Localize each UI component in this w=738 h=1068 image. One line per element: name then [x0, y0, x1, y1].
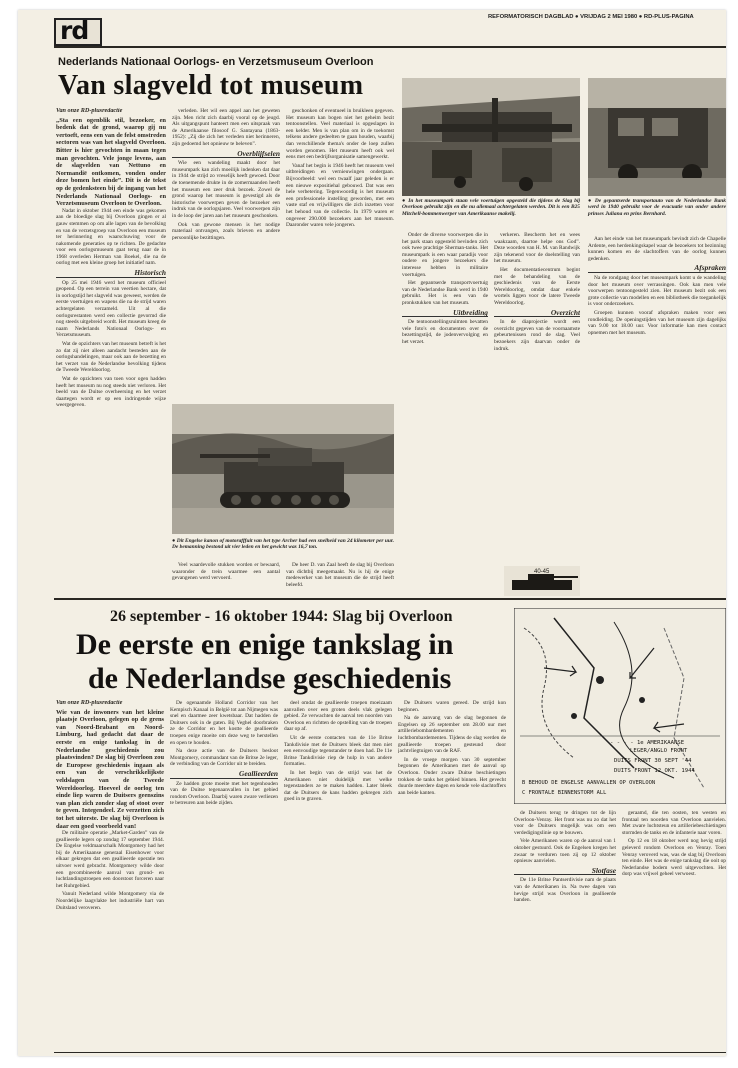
article1-lede: „Sta een ogenblik stil, bezoeker, en bedenk dat de grond, waarop gij nu vertoeft, eens een van de felst omstreden sectoren was van het slagveld Overloon. Bitter is hier gevochten in maan tegen man gevochten. Vele jonge levens, aan de slagvelden van Nettuno en Normandië ontkomen, vonden onder deze bomen het einde”. Dit is de tekst op de gedenksteen bij de ingang van het Nederlands Nationaal Oorlogs- en Verzetsmuseum Overloon te Overloon. — [56, 116, 166, 208]
article1-column-6: De heer D. van Zaal heeft de slag bij Overloon van dichtbij meegemaakt. Nu is hij de enige medewerker van het museum die de strijd heeft beleefd. — [286, 562, 394, 586]
transport-photo-image — [588, 78, 726, 196]
article2-kicker: 26 september - 16 oktober 1944: Slag bij Overloon — [110, 608, 453, 625]
article1-column-7: Onder de diverse voorwerpen die in het park staan opgesteld bevinden zich ook twee prachtige Sherman-tanks. Het museumpark is een waar paradijs voor oudere en jongere bezoekers die interesse hebben in militaire voertuigen. Het gepantserde transportvoertuig van de Nederlandse Bank werd in 1940 gebruikt. Het is een van de pronkstukken van het museum. Uitbreiding De tentoonstellingsruimten bevatten vele foto's en documenten over de bezettingstijd, de jodenvervolging en het verzet. — [402, 232, 488, 345]
museum-caption: ● In het museumpark staan vele voertuigen opgesteld die tijdens de Slag bij Overloon gebruikt zijn en die nu allemaal achtergelaten werden. Dit is een B25 Mitchell-bommenwerper van Amerikaanse makelij. — [402, 198, 580, 217]
article2-column-4: De Duitsers waren gereed. De strijd kon beginnen. Na de aanvang van de slag begonnen de Engelsen op 26 september om 28.00 uur met artilleriebombardementen en luchtbombardementen. Tijdens de slag werden de geallieerde troepen gesteund door jachtvliegtuigen van de RAF. In de vroege morgen van 30 september begonnen de Amerikanen met de aanval op Overloon. Onder zware Duitse beschietingen trokken de tanks het gebied binnen. Het gevecht duurde meerdere dagen en kende vele slachtoffers aan beide kanten. — [398, 700, 506, 796]
logo-text: rd — [60, 16, 89, 45]
article2-column-6: geraamd, die ten oosten, ten westen en frontaal ten noorden van Overloon aanvielen. Met zware luchtsteun en artilleriebeschietingen stormden de tanks en de infanterie naar voren. Op 12 en 18 oktober werd nog hevig strijd geleverd rondom Overloon en Venray. Toen Venray veroverd was, was de slag bij Overloon ten einde. Het was de enige tankslag die ooit op Nederlandse bodem werd uitgevochten. Het dorp was vrijwel geheel verwoest. — [622, 810, 726, 878]
article1-kicker: Nederlands Nationaal Oorlogs- en Verzetsmuseum Overloon — [58, 56, 374, 68]
article1-column-4: Veel waardevolle stukken worden er bewaard, waaronder de trein waarmee een aantal gevangenen werd vervoerd. — [172, 562, 280, 582]
map-legend-b: B BEHOUD DE ENGELSE AANVALLEN OP OVERLOON — [522, 780, 656, 786]
article1-column-8: verkeren. Bescherm het en wees waakzaam, daartoe helpe ons God”. Deze woorden van H. M. van Randwijk zijn tekenend voor de doelstelling van het museum. Het documentatiecentrum begint met de behandeling van de geschiedenis van de Eerste Wereldoorlog, omdat daar enkele wortels liggen voor de latere Tweede Wereldoorlog. Overzicht In de diaprojectie wordt een overzicht gegeven van de voornaamste gebeurtenissen rond de slag. Veel bezoekers zijn daarvan onder de indruk. — [494, 232, 580, 352]
subheading-uitbreiding: Uitbreiding — [402, 310, 488, 318]
battle-map-image — [514, 608, 726, 804]
map-legend-c: C FRONTALE BINNENSTORM ALL — [522, 790, 607, 796]
article1-column-9: Aan het einde van het museumpark bevindt zich de Chapelle Ardente, een herdenkingskapel waar de bezoekers tot bezinning kunnen komen en de slachtoffers van de oorlog kunnen gedenken. Afspraken Na de rondgang door het museumpark komt u de wandeling door het museum over verrassingen. Ook kan men vele voorwerpen tentoongesteld zien. Het museum bezit ook een grote collectie van modellen en een bibliotheek die toegankelijk is voor onderzoekers. Groepen kunnen vooraf afspraken maken voor een rondleiding. De openingstijden van het museum zijn dagelijks van 9.00 tot 18.00 uur. Voor informatie kan men contact opnemen met het museum. — [588, 236, 726, 336]
museum-photo — [402, 78, 580, 196]
map-legend-2: LEGER/ANGLO FRONT — [630, 748, 688, 754]
tank-drawing-image — [504, 566, 580, 596]
transport-caption: ● De gepantserde transportauto van de Nederlandse Bank werd in 1940 gebruikt voor de evacuatie van onder andere prinses Juliana en prins Bernhard. — [588, 198, 726, 217]
article1-column-3: geschonken of eventueel in bruikleen gegeven. Het museum kan bogen niet het geheim bezit tentoonstellen. Veel materiaal is opgeslagen in een kelder. Men is van plan om in de toekomst telkens andere gedeelten te gaan houden, waarbij dan verschillende thema's onder de loep zullen worden genomen. Het museum heeft ook wel eens met een bedrijfsorganisatie samengewerkt. Vanaf het begin is 1946 heeft het museum veel uitbreidingen en vernieuwingen ondergaan. Bijvoorbeeld: wel een twaalf jaar geleden is er een nieuwe expositiehal gebouwd. Dat was een hele verbetering. Tegenwoordig is het museum een professionele instelling geworden, met een vaste staf en vrijwilligers die zich inzetten voor het behoud van de collectie. In 1979 waren er ongeveer 290.000 bezoekers aan het museum. Daaronder waren vele jongeren. — [286, 108, 394, 229]
newspaper-page — [18, 10, 726, 1056]
tank-caption: ● Dit Engelse kanon of motorafffuit van het type Archer had een snelheid van 24 kilometer per uur. De bemanning bestond uit vier leden en het gewicht was 16,7 ton. — [172, 538, 394, 551]
article2-column-1: Van onze RD-plusredactie Wie van de inwoners van het kleine plaatsje Overloon, gelegen op de grens van Noord-Brabant en Noord-Limburg, had gedacht dat daar de eerste en enige tankslag in de Nederlandse geschiedenis zou plaatsvinden? De slag bij Overloon zou de Europese geschiedenis ingaan als een van de verschrikkelijkste veldslagen van de Tweede Wereldoorlog. Hoeveel de oorlog ten einde liep waren de Duitsers geenszins van plan zich zonder slag of stoot over te geven. Integendeel. Ze verzetten zich tot het uiterste. De slag bij Overloon is daar een goed voorbeeld van! De militaire operatie „Market-Garden” van de geallieerde legers op zondag 17 september 1944. De Engelse veldmaarschalk Montgomery had het bij de Amerikaanse generaal Eisenhower voor elkaar gekregen dat een geallieerde operatie ten uitvoer werd gebracht. Montgomery wilde door een gecombineerde aanval van grond- en luchtlandingstroepen een doorstoot forceren naar het Ruhrgebied. Vanuit Nederland wilde Montgomery via de Noordelijke laagvlakte het industriële hart van Duitsland veroveren. — [56, 700, 164, 911]
tank-photo — [172, 404, 394, 534]
bottom-rule — [54, 1052, 726, 1053]
museum-photo-image — [402, 78, 580, 196]
battle-map — [514, 608, 726, 804]
article1-byline: Van onze RD-plusredactie — [56, 108, 123, 114]
article2-byline: Van onze RD-plusredactie — [56, 700, 123, 706]
subheading-overblijfselen: Overblijfselen — [172, 151, 280, 159]
subheading-slotfase: Slotfase — [514, 868, 616, 876]
article1-column-1: Van onze RD-plusredactie „Sta een ogenblik stil, bezoeker, en bedenk dat de grond, waarop gij nu vertoeft, eens een van de felst omstreden sectoren was van het slagveld Overloon. Bitter is hier gevochten in maan tegen man gevochten. Vele jonge levens, aan de slagvelden van Nettuno en Normandië ontkomen, vonden onder deze bomen het einde”. Dit is de tekst op de gedenksteen bij de ingang van het Nederlands Nationaal Oorlogs- en Verzetsmuseum Overloon te Overloon. Nadat in oktober 1944 een einde was gekomen aan de bloedige slag bij Overloon gingen er al gauw stemmen op om alle lagen van de bevolking en van de verzetsgroep van Overloon een museum ter herinnering en waarschuwing voor de nakomende generaties op te richten. De gedachte voor een oorlogsmuseum gaat terug naar de in 1968 overleden Herman van Boekel, die na de oorlog met een kleine groep het initiatief nam. Historisch Op 25 mei 1946 werd het museum officieel geopend. Op een terrein van veertien hectare, dat in oorlogstijd het slagveld was geweest, werden de eerste voertuigen en wapens die na de strijd waren achtergelaten verzameld. Uit al die oorlogsrestanten werd een collectie gevormd die nog steeds uitgebreid wordt. Het museum kreeg de naam Nederlands Nationaal Oorlogs- en Verzetsmuseum. Wat de opzichters van het museum betreft is het zo dat zij niet alleen aandacht besteden aan de oorlogshandelingen, maar ook aan de bezetting en het verzet van de Nederlandse bevolking tijdens de Tweede Wereldoorlog. Wat de opzichters van toen voor ogen hadden heeft het museum nu nog steeds niet verloren. Het beeld van de Duitse overheersing en het verzet daartegen wordt er op een indringende wijze weergegeven. — [56, 108, 166, 409]
article2-headline-line2: de Nederlandse geschiedenis — [88, 662, 452, 695]
subheading-overzicht: Overzicht — [494, 310, 580, 318]
logo — [54, 18, 102, 46]
article1-headline: Van slagveld tot museum — [58, 70, 364, 101]
article2-lede: Wie van de inwoners van het kleine plaatsje Overloon, gelegen op de grens van Noord-Brabant en Noord-Limburg, had gedacht dat daar de eerste en enige tankslag in de Nederlandse geschiedenis zou plaatsvinden? De slag bij Overloon zou de Europese geschiedenis ingaan als een van de verschrikkelijkste veldslagen van de Tweede Wereldoorlog. Hoeveel de oorlog ten einde liep waren de Duitsers geenszins van plan zich zonder slag of stoot over te geven. Integendeel. Ze verzetten zich tot het uiterste. De slag bij Overloon is daar een goed voorbeeld van! — [56, 708, 164, 830]
article1-column-2: verleden. Het wil een appel aan het geweten zijn. Men richt zich daarbij vooral op de jeugd. Als uitgangspunt hanteert men een uitspraak van de Amerikaanse filosoof G. Santayana (1863-1952): „Zij die zich het verleden niet herinneren, zijn gedoemd het opnieuw te beleven”. Overblijfselen Wie een wandeling maakt door het museumpark kan zich moeilijk indenken dat daar in 1944 de strijd zo vreselijk heeft gewoed. Door de toenemende drukte in de zomermaanden heeft het museum een zeer druk bezoek. Zowel de grond waarop het museum is gevestigd als de historische voorwerpen geven de bezoeker een indruk van de oorlogsjaren. Veel voorwerpen zijn in de loop der jaren aan het museum geschonken. Ook van gewone mensen is het nodige materiaal ontvangen, zoals brieven en andere persoonlijke bezittingen. — [172, 108, 280, 241]
map-legend-1: - - - - 1e AMERIKAANSE — [610, 740, 685, 746]
tank-photo-image — [172, 404, 394, 534]
subheading-afspraken: Afspraken — [588, 265, 726, 273]
transport-photo — [588, 78, 726, 196]
subheading-historisch: Historisch — [56, 270, 166, 278]
svg-text:40-45: 40-45 — [534, 569, 550, 575]
masthead-rule — [54, 46, 726, 48]
map-legend-front1: DUITS FRONT 30 SEPT '44 — [614, 758, 692, 764]
article2-column-3: deel omdat de geallieerde troepen moeizaam aanvallen over een groten deels vlak gelegen gebied. Ze verwachten de aanval ten noorden van Overloon en richtten de opstelling van de troepen daar op af. Uit de eerste contacten van de 11e Britse Tankdivisie met de Duitsers bleek dat men niet een eenvoudige tegenstander te doen had. De 11e Britse Tankdivisie riep de hulp in van andere formaties. In het begin van de strijd was het de Amerikanen niet duidelijk met welke tegenstanders ze te maken hadden. Later bleek dat de Duitsers de kans hadden gekregen zich goed in te graven. — [284, 700, 392, 803]
subheading-geallieerden: Geallieerden — [170, 771, 278, 779]
article2-headline-line1: De eerste en enige tankslag in — [76, 628, 454, 661]
map-legend-front2: DUITS FRONT 12 OKT. 1944 — [614, 768, 695, 774]
article2-column-5: de Duitsers terug te dringen tot de lijn Overloon-Venray. Het front was nu zo dat het voor de Duitsers mogelijk was om een verdedigingslinie op te bouwen. Vele Amerikanen waren op de aanval van 1 oktober gestuurd. Ook de Engelsen kregen het zwaar te verduren toen zij op 12 oktober opnieuw aanvielen. Slotfase De 11e Britse Pantserdivisie nam de plaats van de Amerikanen in. Na twee dagen van hevige strijd was Overloon in geallieerde handen. — [514, 810, 616, 904]
article-divider — [54, 598, 726, 600]
article2-column-2: De ogenaamde Holland Corridor van het Kempisch Kanaal in België tot aan Nijmegen was snel en daarmee zeer kwetsbaar. Dat hadden de Duitsers ook in de gaten. Bij Veghel doorbraken ze de Corridor en het kostte de geallieerde troepen enige moeite om deze weg te herstellen en open te houden. Na deze actie van de Duitsers besloot Montgomery, commandant van de Britse 2e leger, de verbinding van de Corridor uit te breiden. Geallieerden Ze hadden grote moeite met het tegenhouden van de Duitse tegenaanvallen in het gebied rondom Overloon. Daarbij waren zware verliezen te betreuren aan beide zijden. — [170, 700, 278, 807]
masthead-info: REFORMATORISCH DAGBLAD ● VRIJDAG 2 MEI 1980 ● RD-PLUS-PAGINA — [488, 14, 694, 20]
tank-drawing — [504, 566, 580, 596]
